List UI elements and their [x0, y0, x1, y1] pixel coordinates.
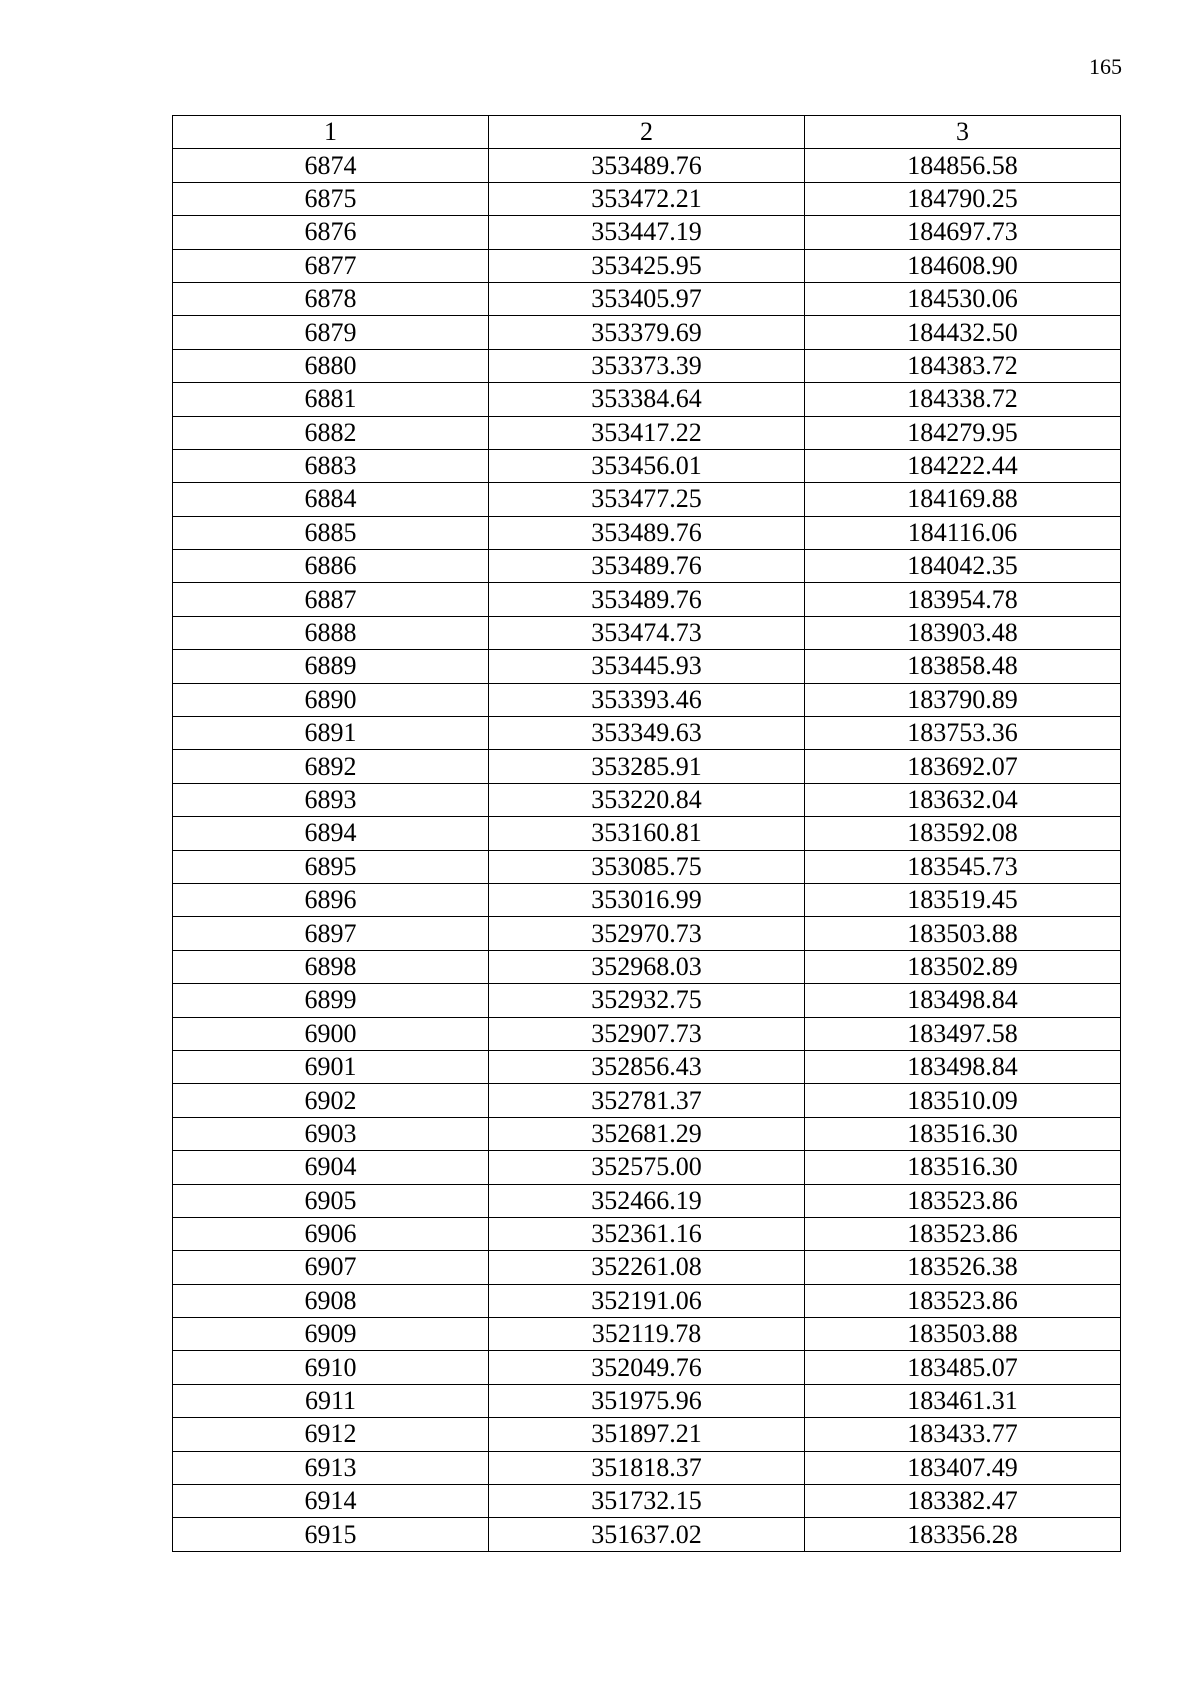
table-cell: 353285.91 [489, 750, 805, 783]
table-cell: 183461.31 [805, 1384, 1121, 1417]
table-cell: 184530.06 [805, 282, 1121, 315]
table-row [173, 316, 1121, 349]
table-cell: 6894 [173, 817, 489, 850]
table-row [173, 1284, 1121, 1317]
table-cell: 352261.08 [489, 1251, 805, 1284]
table-body [173, 149, 1121, 1551]
table-row [173, 1318, 1121, 1351]
table-cell: 352191.06 [489, 1284, 805, 1317]
table-cell: 183632.04 [805, 783, 1121, 816]
table-cell: 6901 [173, 1050, 489, 1083]
table-cell: 6892 [173, 750, 489, 783]
table-cell: 183516.30 [805, 1151, 1121, 1184]
table-row [173, 1384, 1121, 1417]
table-cell: 351897.21 [489, 1418, 805, 1451]
table-cell: 6896 [173, 883, 489, 916]
table-cell: 183498.84 [805, 1050, 1121, 1083]
table-cell: 183503.88 [805, 917, 1121, 950]
table-cell: 184790.25 [805, 182, 1121, 215]
table-cell: 6875 [173, 182, 489, 215]
header-row [173, 116, 1121, 149]
table-cell: 183954.78 [805, 583, 1121, 616]
table-cell: 6902 [173, 1084, 489, 1117]
table-cell: 353384.64 [489, 383, 805, 416]
table-row [173, 650, 1121, 683]
table-cell: 6887 [173, 583, 489, 616]
table-cell: 353085.75 [489, 850, 805, 883]
table-cell: 353373.39 [489, 349, 805, 382]
table-cell: 6885 [173, 516, 489, 549]
table-cell: 183592.08 [805, 817, 1121, 850]
table-cell: 6876 [173, 216, 489, 249]
table-cell: 353489.76 [489, 149, 805, 182]
table-cell: 353417.22 [489, 416, 805, 449]
table-row [173, 1451, 1121, 1484]
table-cell: 184432.50 [805, 316, 1121, 349]
table-cell: 184383.72 [805, 349, 1121, 382]
table-cell: 352466.19 [489, 1184, 805, 1217]
table-cell: 183485.07 [805, 1351, 1121, 1384]
table-cell: 183510.09 [805, 1084, 1121, 1117]
table-row [173, 1117, 1121, 1150]
table-cell: 6883 [173, 449, 489, 482]
table-cell: 183382.47 [805, 1485, 1121, 1518]
table-row [173, 984, 1121, 1017]
table-cell: 6897 [173, 917, 489, 950]
table-row [173, 1184, 1121, 1217]
table-cell: 351818.37 [489, 1451, 805, 1484]
table-row [173, 583, 1121, 616]
table-cell: 353489.76 [489, 583, 805, 616]
table-cell: 184042.35 [805, 550, 1121, 583]
table-cell: 6914 [173, 1485, 489, 1518]
table-cell: 353393.46 [489, 683, 805, 716]
table-cell: 183903.48 [805, 616, 1121, 649]
table-header [173, 116, 1121, 149]
table-cell: 6900 [173, 1017, 489, 1050]
table-cell: 352361.16 [489, 1217, 805, 1250]
table-row [173, 783, 1121, 816]
table-cell: 352049.76 [489, 1351, 805, 1384]
table-cell: 6907 [173, 1251, 489, 1284]
table-cell: 183523.86 [805, 1217, 1121, 1250]
table-row [173, 383, 1121, 416]
table-row [173, 249, 1121, 282]
table-cell: 352681.29 [489, 1117, 805, 1150]
table-cell: 183433.77 [805, 1418, 1121, 1451]
page-number: 165 [1089, 54, 1122, 79]
table-cell: 6899 [173, 984, 489, 1017]
table-cell: 352119.78 [489, 1318, 805, 1351]
table-cell: 6879 [173, 316, 489, 349]
table-cell: 6912 [173, 1418, 489, 1451]
table-cell: 183497.58 [805, 1017, 1121, 1050]
table-cell: 184608.90 [805, 249, 1121, 282]
table-cell: 184169.88 [805, 483, 1121, 516]
table-cell: 6908 [173, 1284, 489, 1317]
table-cell: 353456.01 [489, 449, 805, 482]
table-cell: 184116.06 [805, 516, 1121, 549]
table-cell: 6890 [173, 683, 489, 716]
table-row [173, 1017, 1121, 1050]
table-cell: 6882 [173, 416, 489, 449]
table-cell: 351975.96 [489, 1384, 805, 1417]
table-cell: 183498.84 [805, 984, 1121, 1017]
table-cell: 183516.30 [805, 1117, 1121, 1150]
table-row [173, 917, 1121, 950]
table-row [173, 1251, 1121, 1284]
table-cell: 6895 [173, 850, 489, 883]
table-cell: 353472.21 [489, 182, 805, 215]
table-cell: 353425.95 [489, 249, 805, 282]
table-cell: 353445.93 [489, 650, 805, 683]
table-row [173, 149, 1121, 182]
table-cell: 353220.84 [489, 783, 805, 816]
table-cell: 183503.88 [805, 1318, 1121, 1351]
table-row [173, 883, 1121, 916]
table-cell: 352932.75 [489, 984, 805, 1017]
table-cell: 6898 [173, 950, 489, 983]
table-row [173, 516, 1121, 549]
column-header: 3 [805, 116, 1121, 149]
table-cell: 353349.63 [489, 717, 805, 750]
table-cell: 183519.45 [805, 883, 1121, 916]
table-cell: 6915 [173, 1518, 489, 1551]
table-cell: 6905 [173, 1184, 489, 1217]
table-cell: 184697.73 [805, 216, 1121, 249]
table-row [173, 1151, 1121, 1184]
column-header: 2 [489, 116, 805, 149]
table-cell: 6888 [173, 616, 489, 649]
table-cell: 353016.99 [489, 883, 805, 916]
table-row [173, 550, 1121, 583]
table-row [173, 950, 1121, 983]
table-row [173, 1418, 1121, 1451]
table-cell: 6878 [173, 282, 489, 315]
table-cell: 352781.37 [489, 1084, 805, 1117]
table-cell: 184279.95 [805, 416, 1121, 449]
table-row [173, 1217, 1121, 1250]
table-cell: 352970.73 [489, 917, 805, 950]
table-cell: 6913 [173, 1451, 489, 1484]
table-cell: 6877 [173, 249, 489, 282]
table-cell: 184222.44 [805, 449, 1121, 482]
table-cell: 353489.76 [489, 550, 805, 583]
table-cell: 184338.72 [805, 383, 1121, 416]
table-cell: 353447.19 [489, 216, 805, 249]
table-row [173, 483, 1121, 516]
table-cell: 183692.07 [805, 750, 1121, 783]
table-row [173, 717, 1121, 750]
table-cell: 183523.86 [805, 1184, 1121, 1217]
table-row [173, 182, 1121, 215]
table-cell: 353160.81 [489, 817, 805, 850]
table-cell: 6906 [173, 1217, 489, 1250]
table-cell: 352575.00 [489, 1151, 805, 1184]
table-cell: 183753.36 [805, 717, 1121, 750]
table-cell: 6880 [173, 349, 489, 382]
table-cell: 6904 [173, 1151, 489, 1184]
table-cell: 183407.49 [805, 1451, 1121, 1484]
table-row [173, 1050, 1121, 1083]
table-row [173, 850, 1121, 883]
table-cell: 183545.73 [805, 850, 1121, 883]
table-cell: 352968.03 [489, 950, 805, 983]
table-cell: 6909 [173, 1318, 489, 1351]
table-cell: 6903 [173, 1117, 489, 1150]
coordinates-table [172, 115, 1121, 1552]
table-row [173, 1351, 1121, 1384]
table-cell: 6889 [173, 650, 489, 683]
table-cell: 353489.76 [489, 516, 805, 549]
table-row [173, 750, 1121, 783]
table-row [173, 616, 1121, 649]
table-cell: 183858.48 [805, 650, 1121, 683]
table-cell: 352856.43 [489, 1050, 805, 1083]
table-cell: 183502.89 [805, 950, 1121, 983]
table-row [173, 449, 1121, 482]
table-cell: 183356.28 [805, 1518, 1121, 1551]
table-cell: 6893 [173, 783, 489, 816]
table-cell: 183523.86 [805, 1284, 1121, 1317]
table-row [173, 1518, 1121, 1551]
table-cell: 6891 [173, 717, 489, 750]
table-cell: 351732.15 [489, 1485, 805, 1518]
table-cell: 6886 [173, 550, 489, 583]
table-cell: 353477.25 [489, 483, 805, 516]
table-cell: 352907.73 [489, 1017, 805, 1050]
table-cell: 353405.97 [489, 282, 805, 315]
table-cell: 353474.73 [489, 616, 805, 649]
table-cell: 183526.38 [805, 1251, 1121, 1284]
table-row [173, 1084, 1121, 1117]
table-cell: 6911 [173, 1384, 489, 1417]
table-row [173, 1485, 1121, 1518]
table-row [173, 683, 1121, 716]
table-row [173, 216, 1121, 249]
table-cell: 351637.02 [489, 1518, 805, 1551]
table-cell: 184856.58 [805, 149, 1121, 182]
table-cell: 6884 [173, 483, 489, 516]
column-header: 1 [173, 116, 489, 149]
table-row [173, 349, 1121, 382]
table-cell: 183790.89 [805, 683, 1121, 716]
table-row [173, 282, 1121, 315]
table-cell: 6910 [173, 1351, 489, 1384]
table-row [173, 416, 1121, 449]
table-row [173, 817, 1121, 850]
table-cell: 353379.69 [489, 316, 805, 349]
table-cell: 6881 [173, 383, 489, 416]
table-cell: 6874 [173, 149, 489, 182]
